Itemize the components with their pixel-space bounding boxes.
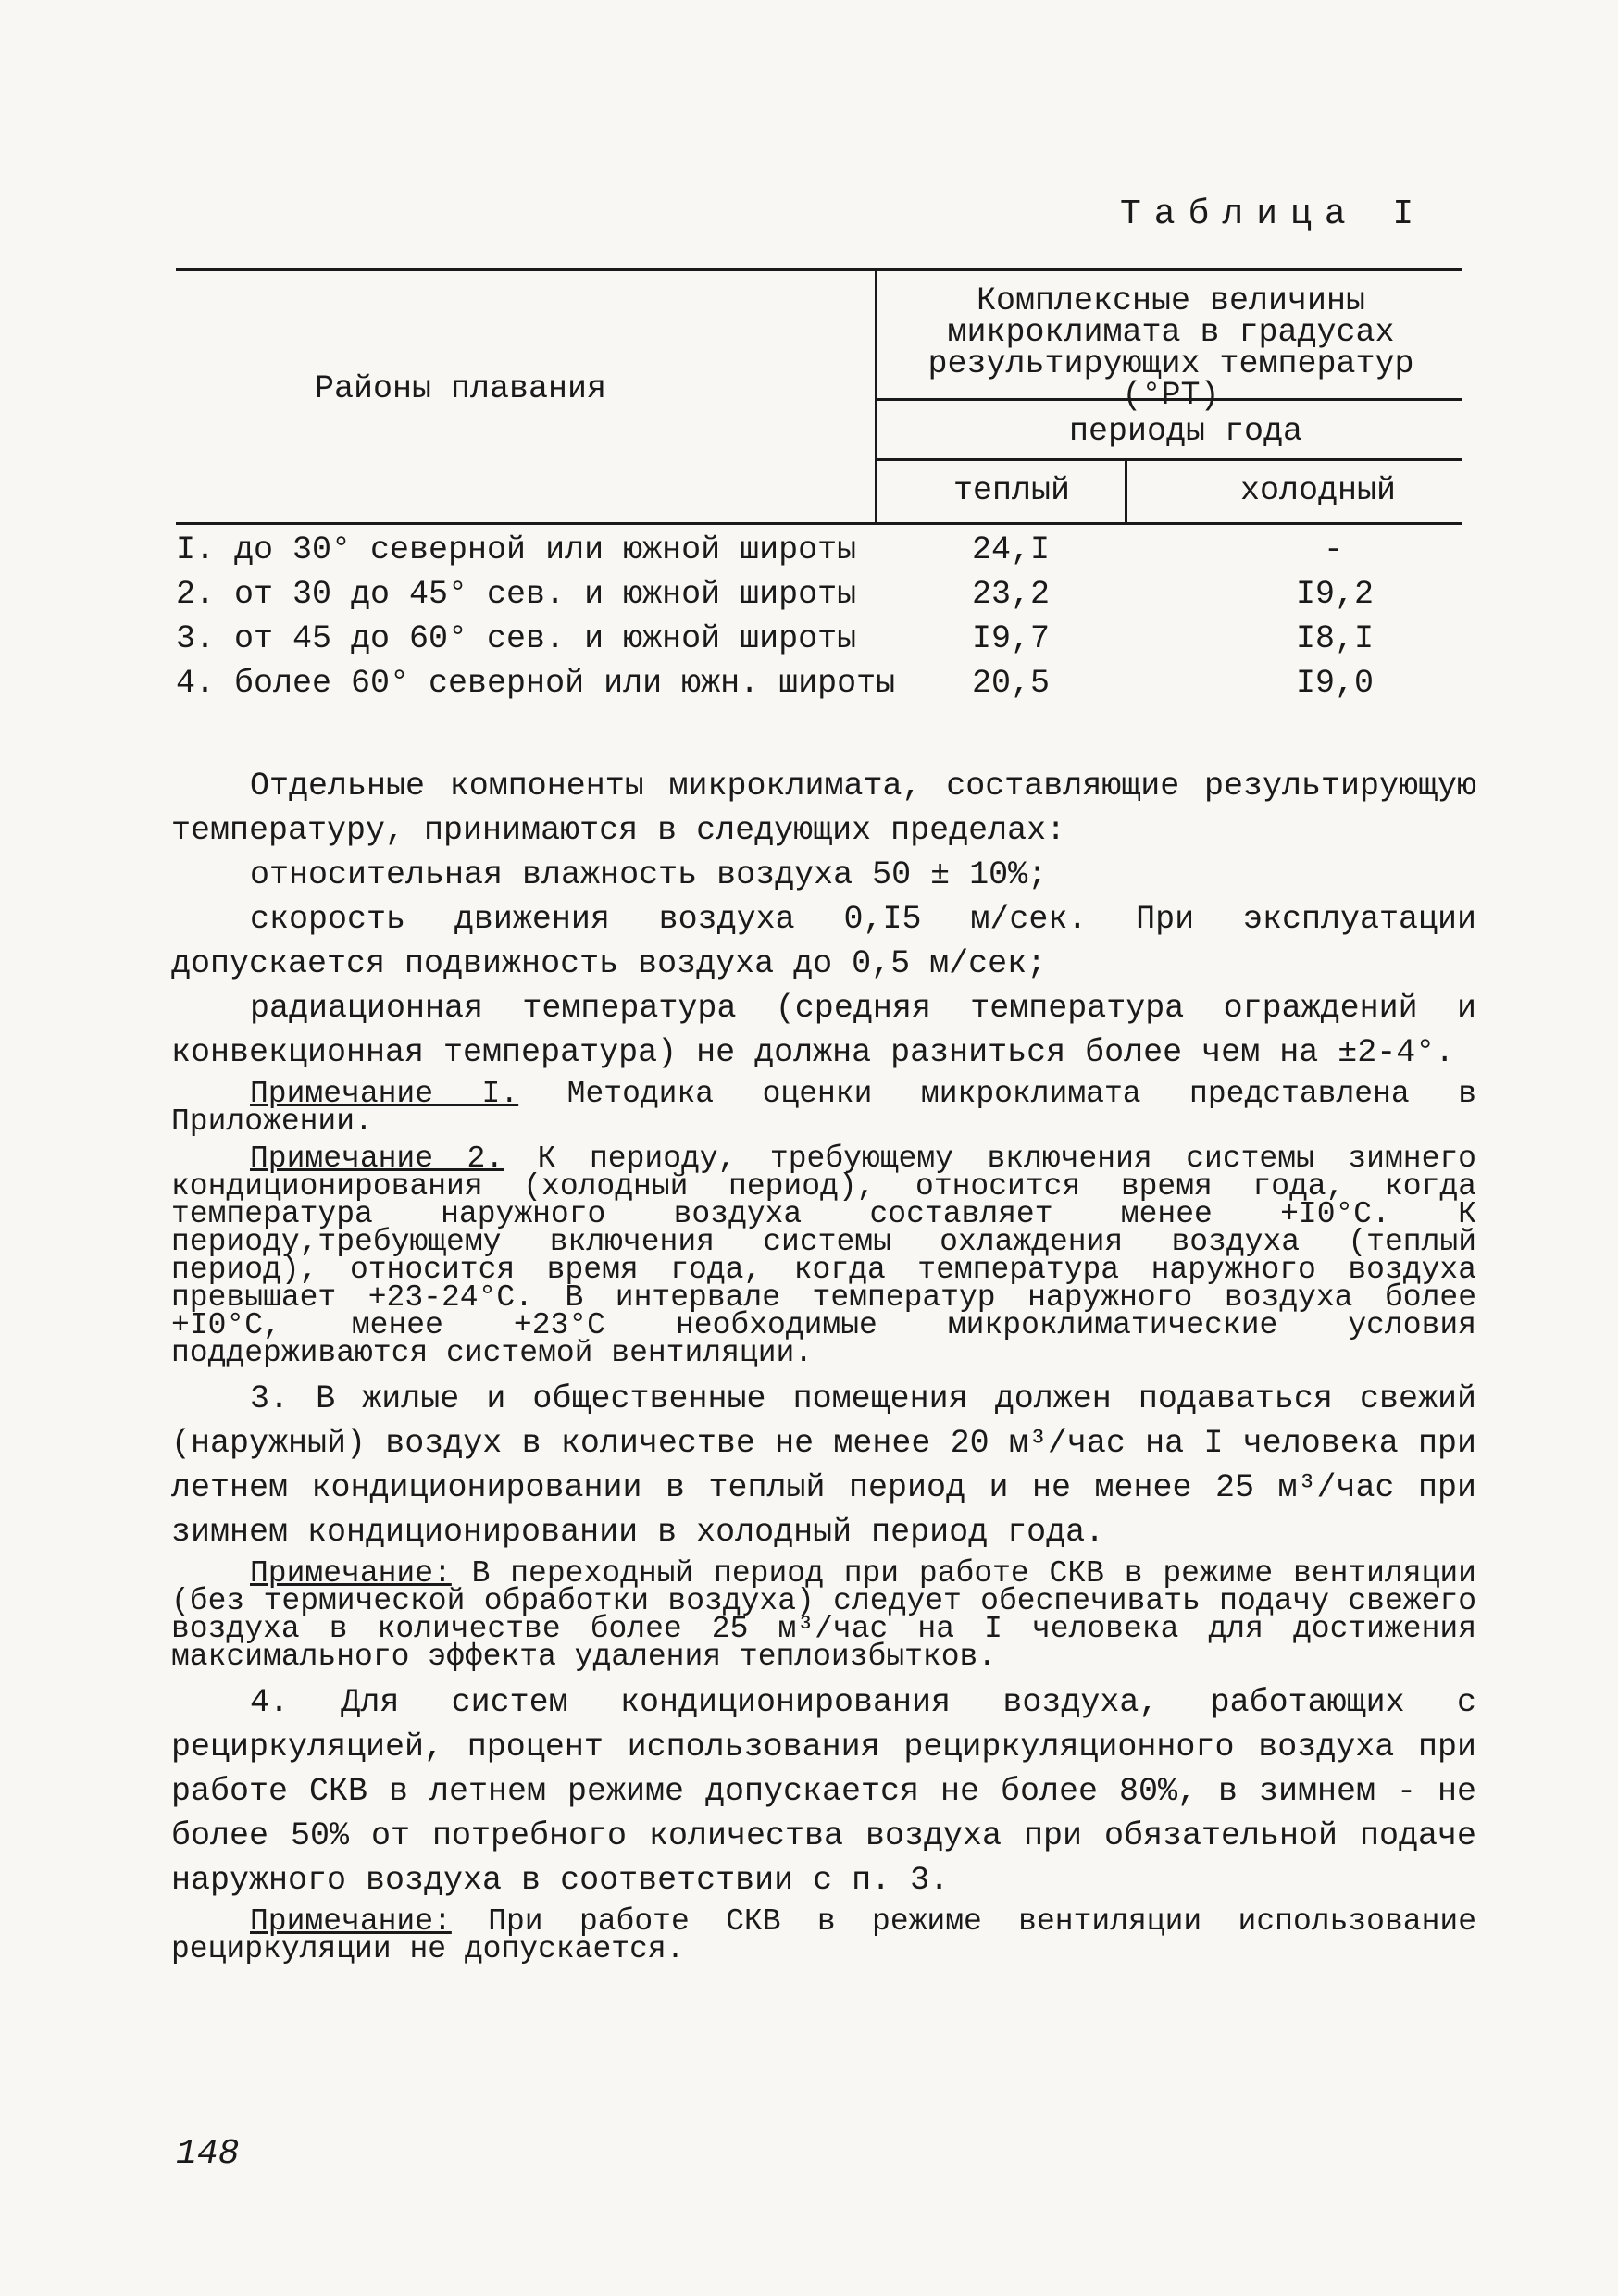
table-row xyxy=(176,665,1472,709)
paragraph-radiation: радиационная температура (средняя температура ограждений и конвекционная температура) не должна разниться более чем на ±2-4°. xyxy=(171,990,1476,1071)
header-periods: периоды года xyxy=(1069,413,1303,450)
note-2 xyxy=(171,1142,1476,1370)
table-row xyxy=(176,531,1472,576)
cell-warm: 24,I xyxy=(972,531,1051,568)
cell-region: 3. от 45 до 60° сев. и южной широты xyxy=(176,620,857,657)
paragraph-fresh-air: 3. В жилые и общественные помещения должен подаваться свежий (наружный) воздух в количестве не менее 20 м³/час на I человека при летнем кондиционировании в теплый период и не менее 25 м³/час при зимнем кондиционировании в холодный период года. xyxy=(171,1380,1476,1551)
cell-region: 4. более 60° северной или южн. широты xyxy=(176,665,896,702)
paragraph-air-speed: скорость движения воздуха 0,I5 м/сек. При эксплуатации допускается подвижность воздуха до 0,5 м/сек; xyxy=(171,901,1476,982)
table-divider-regions xyxy=(875,268,877,525)
table-divider-warm-cold xyxy=(1125,458,1127,525)
table-row xyxy=(176,620,1472,665)
table-row xyxy=(176,576,1472,620)
table-header-bottom-rule xyxy=(176,522,1462,525)
note-1-text: Методика оценки микроклимата представлена в Приложении. xyxy=(171,1077,1477,1139)
cell-warm: 23,2 xyxy=(972,576,1051,613)
cell-region: I. до 30° северной или южной широты xyxy=(176,531,857,568)
header-regions: Районы плавания xyxy=(315,370,607,407)
note-3-label: Примечание: xyxy=(250,1556,452,1591)
header-warm: теплый xyxy=(953,472,1071,509)
cell-cold: I8,I xyxy=(1296,620,1375,657)
note-2-text: К периоду, требующему включения системы зимнего кондиционирования (холодный период), относится время года, когда температура наружного воздуха составляет менее +I0°С. К периоду,требующему включения системы охлаждения воздуха (теплый период), относится время года, когда температура наружного воздуха превышает +23-24°С. В интервале температур наружного воздуха более +I0°С, менее +23°С необходимые микроклиматические условия поддерживаются системой вентиляции. xyxy=(171,1142,1476,1370)
page-number: 148 xyxy=(176,2134,240,2174)
cell-cold: I9,2 xyxy=(1296,576,1375,613)
cell-warm: 20,5 xyxy=(972,665,1051,702)
cell-cold: - xyxy=(1324,531,1344,568)
table-rule-periods xyxy=(875,458,1462,461)
note-4-text: При работе СКВ в режиме вентиляции использование рециркуляции не допускается. xyxy=(171,1904,1476,1966)
table-top-rule xyxy=(176,268,1462,271)
paragraph-recirculation: 4. Для систем кондиционирования воздуха, работающих с рециркуляцией, процент использования рециркуляционного воздуха при работе СКВ в летнем режиме допускается не более 80%, в зимнем - не более 50% от потребного количества воздуха при обязательной подаче наружного воздуха в соответствии с п. 3. xyxy=(171,1684,1476,1899)
note-3 xyxy=(171,1556,1476,1674)
note-2-label: Примечание 2. xyxy=(250,1142,504,1176)
paragraph-components: Отдельные компоненты микроклимата, составляющие результирующую температуру, принимаются в следующих пределах: xyxy=(171,767,1476,849)
climate-table-header xyxy=(176,268,1462,528)
cell-warm: I9,7 xyxy=(972,620,1051,657)
header-cold: холодный xyxy=(1240,472,1397,509)
body-text xyxy=(171,764,1476,1973)
paragraph-humidity: относительная влажность воздуха 50 ± 10%; xyxy=(250,856,1048,893)
note-4 xyxy=(171,1904,1476,1966)
table-title: Таблица I xyxy=(1120,194,1427,234)
cell-cold: I9,0 xyxy=(1296,665,1375,702)
note-1 xyxy=(171,1077,1477,1139)
header-complex: Комплексные величины микроклимата в градусах результирующих температур (°РТ) xyxy=(927,282,1414,414)
cell-region: 2. от 30 до 45° сев. и южной широты xyxy=(176,576,857,613)
note-4-label: Примечание: xyxy=(250,1904,452,1939)
note-1-label: Примечание I. xyxy=(250,1077,519,1111)
note-3-text: В переходный период при работе СКВ в режиме вентиляции (без термической обработки воздуха) следует обеспечивать подачу свежего воздуха в количестве более 25 м³/час на I человека для достижения максимального эффекта удаления теплоизбытков. xyxy=(171,1556,1476,1674)
